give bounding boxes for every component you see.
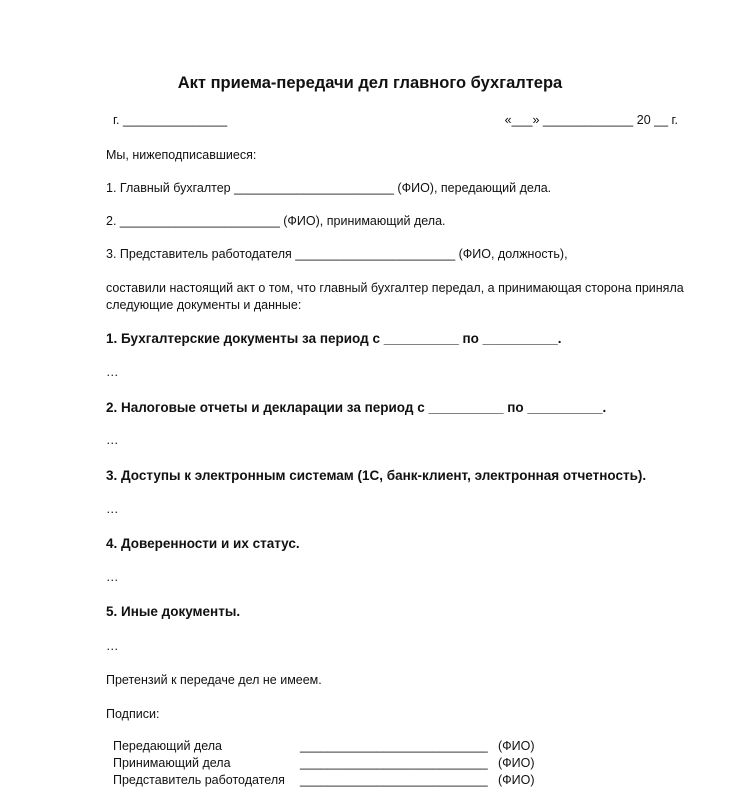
party-3: 3. Представитель работодателя _______________________ (ФИО, должность), [106, 247, 568, 261]
section-heading-5: 5. Иные документы. [106, 604, 241, 619]
party-2: 2. _______________________ (ФИО), принимающий дела. [106, 214, 446, 228]
party-1: 1. Главный бухгалтер _______________________ (ФИО), передающий дела. [106, 181, 552, 195]
section-heading-3: 3. Доступы к электронным системам (1С, банк-клиент, электронная отчетность). [106, 468, 647, 483]
signature-fio-1: (ФИО) [498, 739, 535, 753]
signature-role-3: Представитель работодателя [113, 773, 285, 787]
signature-fio-2: (ФИО) [498, 756, 535, 770]
section-content-5: … [106, 639, 119, 653]
signature-line-2: ___________________________ [300, 756, 488, 770]
section-content-2: … [106, 433, 119, 447]
section-content-4: … [106, 570, 119, 584]
intro-text: Мы, нижеподписавшиеся: [106, 148, 257, 162]
signature-role-1: Передающий дела [113, 739, 222, 753]
city-field: г. _______________ [113, 113, 228, 127]
section-content-1: … [106, 365, 119, 379]
date-field: «___» _____________ 20 __ г. [504, 113, 678, 127]
statement-paragraph: составили настоящий акт о том, что главный бухгалтер передал, а принимающая сторона приняла следующие документы и данные: [106, 281, 684, 312]
signature-role-2: Принимающий дела [113, 756, 231, 770]
signature-fio-3: (ФИО) [498, 773, 535, 787]
section-heading-2: 2. Налоговые отчеты и декларации за период с __________ по __________. [106, 400, 607, 415]
document-title: Акт приема-передачи дел главного бухгалтера [177, 74, 563, 92]
section-content-3: … [106, 502, 119, 516]
signature-line-3: ___________________________ [300, 773, 488, 787]
section-heading-4: 4. Доверенности и их статус. [106, 536, 300, 551]
claims-statement: Претензий к передаче дел не имеем. [106, 673, 322, 687]
section-heading-1: 1. Бухгалтерские документы за период с __________ по __________. [106, 331, 562, 346]
signatures-label: Подписи: [106, 707, 160, 721]
signature-line-1: ___________________________ [300, 739, 488, 753]
